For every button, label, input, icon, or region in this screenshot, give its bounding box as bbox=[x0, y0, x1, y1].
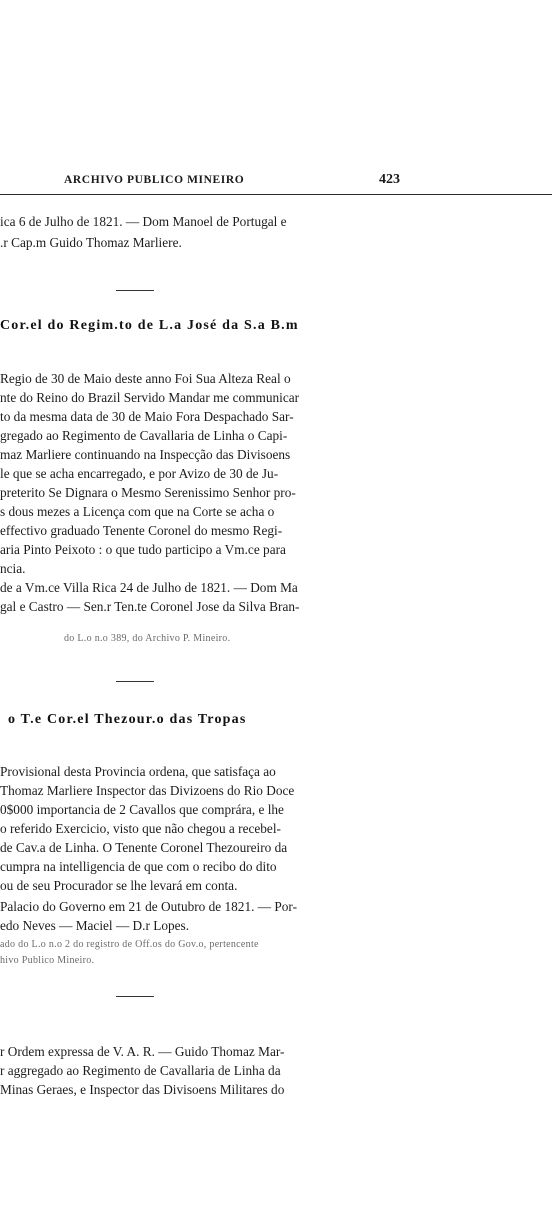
source-note: hivo Publico Mineiro. bbox=[0, 955, 95, 966]
text-line: to da mesma data de 30 de Maio Fora Despachado Sar- bbox=[0, 409, 294, 424]
text-line: r aggregado ao Regimento de Cavallaria de Linha da bbox=[0, 1063, 281, 1078]
text-line: aria Pinto Peixoto : o que tudo participo a Vm.ce para bbox=[0, 542, 286, 557]
text-line: Provisional desta Provincia ordena, que satisfaça ao bbox=[0, 764, 276, 779]
text-line: gal e Castro — Sen.r Ten.te Coronel Jose da Silva Bran- bbox=[0, 599, 300, 614]
text-line: le que se acha encarregado, e por Avizo de 30 de Ju- bbox=[0, 466, 279, 481]
page-number: 423 bbox=[379, 172, 400, 187]
text-line: ncia. bbox=[0, 561, 26, 576]
text-line: o referido Exercicio, visto que não chegou a recebel- bbox=[0, 821, 281, 836]
section-divider bbox=[116, 290, 154, 291]
text-line: Palacio do Governo em 21 de Outubro de 1821. — Por- bbox=[0, 899, 298, 914]
text-line: 0$000 importancia de 2 Cavallos que comprára, e lhe bbox=[0, 802, 284, 817]
text-line: .r Cap.m Guido Thomaz Marliere. bbox=[0, 235, 182, 250]
section-heading: o T.e Cor.el Thezour.o das Tropas bbox=[8, 712, 247, 727]
text-line: cumpra na intelligencia de que com o recibo do dito bbox=[0, 859, 277, 874]
section-divider bbox=[116, 996, 154, 997]
source-note: do L.o n.o 389, do Archivo P. Mineiro. bbox=[64, 633, 231, 644]
section-heading: Cor.el do Regim.to de L.a José da S.a B.m bbox=[0, 318, 299, 333]
text-line: ica 6 de Julho de 1821. — Dom Manoel de Portugal e bbox=[0, 214, 287, 229]
text-line: effectivo graduado Tenente Coronel do mesmo Regi- bbox=[0, 523, 283, 538]
text-line: s dous mezes a Licença com que na Corte se acha o bbox=[0, 504, 275, 519]
text-line: Regio de 30 de Maio deste anno Foi Sua Alteza Real o bbox=[0, 371, 291, 386]
text-line: r Ordem expressa de V. A. R. — Guido Thomaz Mar- bbox=[0, 1044, 285, 1059]
text-line: de a Vm.ce Villa Rica 24 de Julho de 1821. — Dom Ma bbox=[0, 580, 298, 595]
text-line: ou de seu Procurador se lhe levará em conta. bbox=[0, 878, 238, 893]
text-line: gregado ao Regimento de Cavallaria de Linha o Capi- bbox=[0, 428, 288, 443]
running-header bbox=[0, 172, 552, 195]
text-line: nte do Reino do Brazil Servido Mandar me communicar bbox=[0, 390, 300, 405]
text-line: edo Neves — Maciel — D.r Lopes. bbox=[0, 918, 190, 933]
text-line: maz Marliere continuando na Inspecção das Divisoens bbox=[0, 447, 291, 462]
section-divider bbox=[116, 681, 154, 682]
header-title: ARCHIVO PUBLICO MINEIRO bbox=[64, 174, 245, 186]
text-line: preterito Se Dignara o Mesmo Serenissimo Senhor pro- bbox=[0, 485, 296, 500]
source-note: ado do L.o n.o 2 do registro de Off.os do Gov.o, pertencente bbox=[0, 939, 259, 950]
text-line: Thomaz Marliere Inspector das Divizoens do Rio Doce bbox=[0, 783, 295, 798]
text-line: de Cav.a de Linha. O Tenente Coronel Thezoureiro da bbox=[0, 840, 288, 855]
text-line: Minas Geraes, e Inspector das Divisoens Militares do bbox=[0, 1082, 285, 1097]
